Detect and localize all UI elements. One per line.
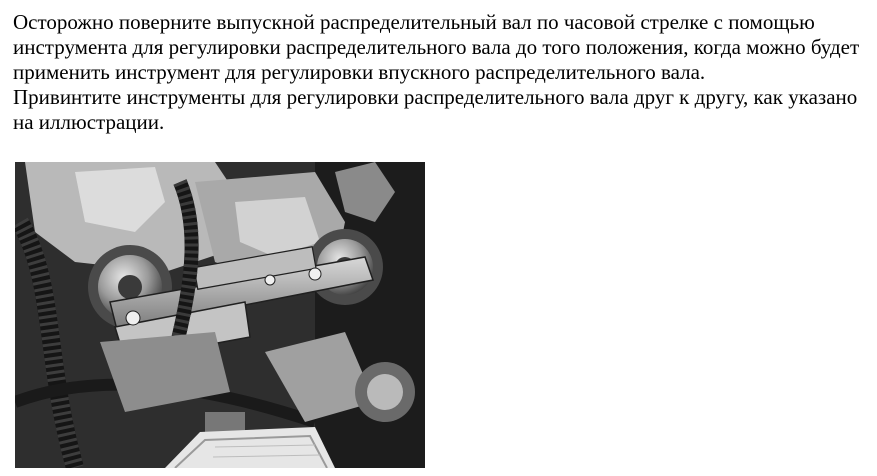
instruction-paragraph-2: Привинтите инструменты для регулировки распределительного вала друг к другу, как указано на иллюстрации. bbox=[13, 85, 858, 134]
instruction-paragraph-1: Осторожно поверните выпускной распределительный вал по часовой стрелке с помощью инструмента для регулировки распределительного вала до того положения, когда можно будет применить инструмент для регулировки впускного распределительного вала. bbox=[13, 10, 860, 84]
instruction-text bbox=[13, 10, 873, 135]
engine-camshaft-tool-illustration bbox=[15, 162, 425, 468]
